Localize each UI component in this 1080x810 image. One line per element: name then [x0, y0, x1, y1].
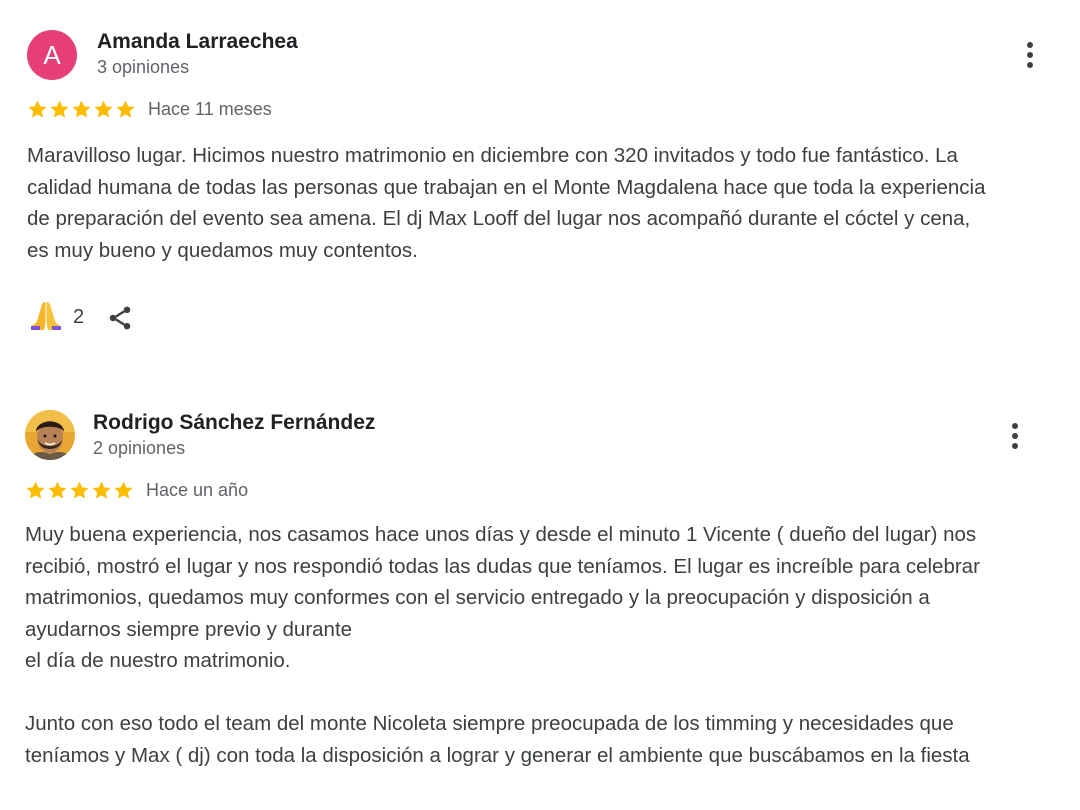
share-icon [106, 304, 134, 332]
star-icon [93, 99, 114, 120]
review-date: Hace 11 meses [148, 98, 272, 119]
rating-row [27, 96, 272, 122]
star-icon [49, 99, 70, 120]
avatar[interactable] [27, 30, 77, 80]
author-name[interactable]: Amanda Larraechea [97, 30, 298, 53]
star-rating [25, 480, 134, 501]
review-text: Maravilloso lugar. Hicimos nuestro matrimonio en diciembre con 320 invitados y todo fue fantástico. La calidad humana de todas las personas que trabajan en el Monte Magdalena hace que toda la experiencia de preparación del evento sea amena. El dj Max Looff del lugar nos acompañó durante el cóctel y cena, es muy bueno y quedamos muy contentos. [27, 144, 986, 262]
more-options-button[interactable] [1015, 35, 1045, 75]
avatar-letter: A [43, 39, 61, 70]
star-rating [27, 99, 136, 120]
star-icon [27, 99, 48, 120]
avatar-photo [25, 410, 75, 460]
review-actions [29, 299, 134, 336]
avatar[interactable] [25, 410, 75, 460]
more-vert-icon [1026, 41, 1034, 69]
star-icon [71, 99, 92, 120]
review-text: Muy buena experiencia, nos casamos hace unos días y desde el minuto 1 Vicente ( dueño del lugar) nos recibió, mostró el lugar y nos respondió todas las dudas que teníamos. El lugar es increíble para celebrar matrimonios, quedamos muy conformes con el servicio entregado y la preocupación y disposición a ayudarnos siempre previo y durante el día de nuestro matrimonio. Junto con eso todo el team del monte Nicoleta siempre preocupada de los timming y necesidades que teníamos y Max ( dj) con toda la disposición a lograr y generar el ambiente que buscábamos en la fiesta [25, 523, 980, 767]
author-review-count: 3 opiniones [97, 57, 190, 77]
author-review-count: 2 opiniones [93, 438, 186, 458]
star-icon [113, 480, 134, 501]
star-icon [69, 480, 90, 501]
star-icon [91, 480, 112, 501]
review-date: Hace un año [146, 479, 249, 500]
folded-hands-icon[interactable] [29, 299, 63, 336]
star-icon [115, 99, 136, 120]
reaction-count: 2 [73, 306, 85, 328]
rating-row [25, 477, 248, 503]
star-icon [47, 480, 68, 501]
share-button[interactable] [106, 304, 134, 332]
author-name[interactable]: Rodrigo Sánchez Fernández [93, 411, 376, 434]
more-vert-icon [1011, 422, 1019, 450]
more-options-button[interactable] [1000, 416, 1030, 456]
star-icon [25, 480, 46, 501]
